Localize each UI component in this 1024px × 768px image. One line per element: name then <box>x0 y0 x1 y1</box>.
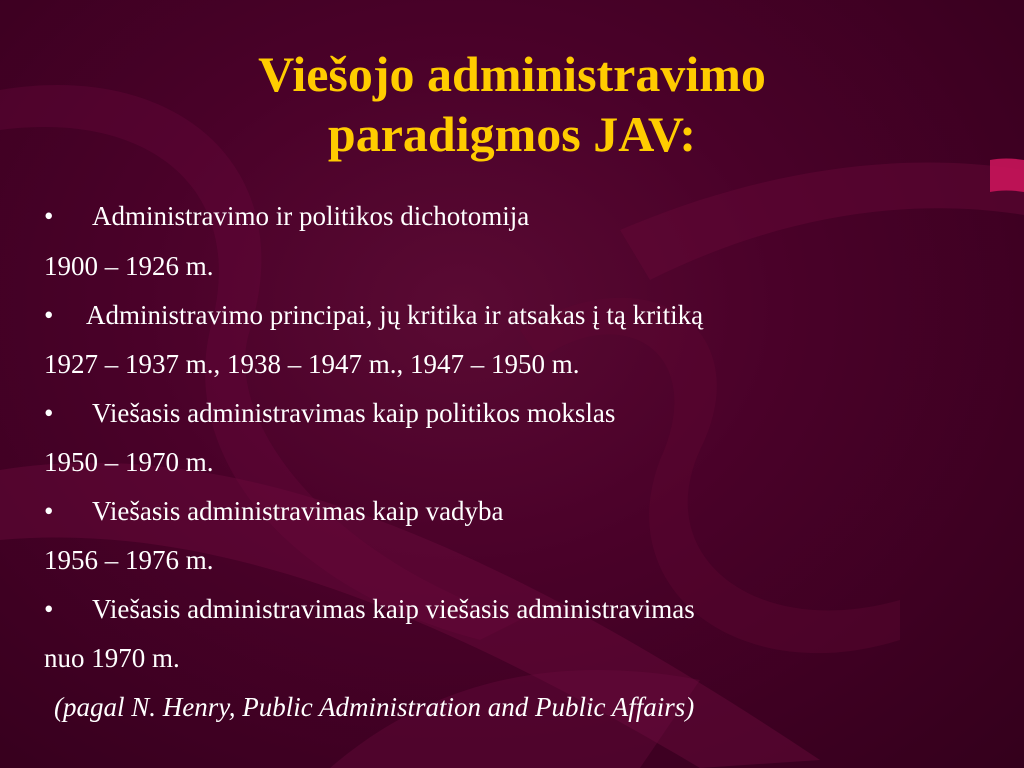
years-text-4: 1956 – 1976 m. <box>44 545 214 575</box>
years-text-1: 1900 – 1926 m. <box>44 251 214 281</box>
bullet-text-2: Administravimo principai, jų kritika ir atsakas į tą kritiką <box>86 300 704 330</box>
slide-title-line-2: paradigmos JAV: <box>327 106 697 162</box>
slide-title <box>0 44 1024 164</box>
bullet-marker: • <box>44 496 54 526</box>
slide-title-line-1: Viešojo administravimo <box>258 46 766 102</box>
bullet-marker: • <box>44 300 54 330</box>
bullet-text-1: Administravimo ir politikos dichotomija <box>92 201 530 231</box>
bullet-text-3: Viešasis administravimas kaip politikos mokslas <box>92 398 616 428</box>
bullet-marker: • <box>44 398 54 428</box>
years-text-5: nuo 1970 m. <box>44 643 180 673</box>
years-text-2: 1927 – 1937 m., 1938 – 1947 m., 1947 – 1950 m. <box>44 349 580 379</box>
bullet-marker: • <box>44 594 54 624</box>
bullet-text-5: Viešasis administravimas kaip viešasis administravimas <box>92 594 695 624</box>
bullet-marker: • <box>44 201 54 231</box>
years-text-3: 1950 – 1970 m. <box>44 447 214 477</box>
bullet-text-4: Viešasis administravimas kaip vadyba <box>92 496 504 526</box>
source-citation: (pagal N. Henry, Public Administration and Public Affairs) <box>54 692 695 722</box>
